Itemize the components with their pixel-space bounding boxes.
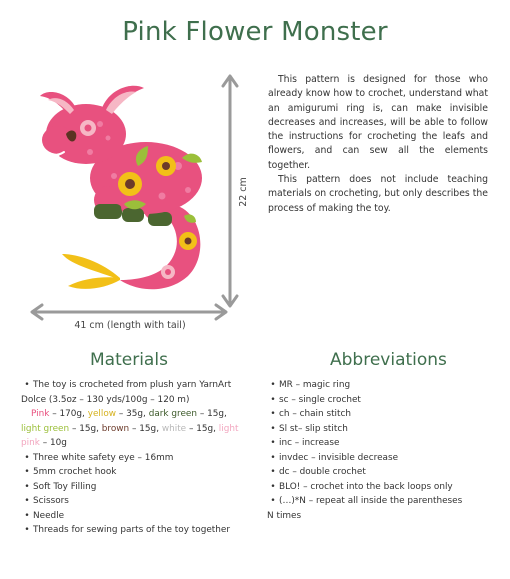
yarn-color-amount: – 15g, bbox=[129, 423, 162, 434]
yarn-color-name: yellow bbox=[87, 409, 117, 419]
flower-icon bbox=[161, 265, 175, 279]
yarn-color-name: light pink bbox=[21, 423, 239, 448]
yarn-color-amount: – 10g bbox=[39, 438, 67, 448]
height-dimension-arrow bbox=[223, 76, 237, 306]
flower-icon bbox=[80, 120, 96, 136]
flower-icon bbox=[156, 156, 176, 176]
yarn-color-amount: – 170g, bbox=[49, 409, 88, 419]
monster-figure bbox=[40, 86, 202, 289]
list-item: N times bbox=[267, 510, 302, 521]
list-item: • BLO! – crochet into the back loops only bbox=[270, 481, 453, 492]
intro-text bbox=[268, 73, 488, 216]
list-item: • invdec – invisible decrease bbox=[270, 452, 399, 463]
list-item: • MR – magic ring bbox=[270, 380, 351, 390]
list-item: • Soft Toy Filling bbox=[24, 481, 97, 492]
yarn-colors bbox=[21, 407, 245, 451]
intro-paragraph: This pattern does not include teaching materials on crocheting, but only describes the process of making the toy. bbox=[268, 174, 488, 214]
intro-paragraph: This pattern is designed for those who already know how to crochet, understand what an amigurumi ring is, can make invisible decreases and increases, will be able to follow the instructions for crocheting the leafs and flowers, and can sew all the elements together. bbox=[268, 74, 488, 171]
list-item: • Scissors bbox=[24, 496, 69, 506]
list-item: • Three white safety eye – 16mm bbox=[24, 452, 174, 463]
yarn-color-name: light green bbox=[21, 423, 70, 434]
yarn-color-name: dark green bbox=[148, 409, 198, 419]
page-title: Pink Flower Monster bbox=[122, 17, 388, 47]
flower-icon bbox=[118, 172, 142, 196]
yarn-color-name: Pink bbox=[31, 409, 50, 419]
materials-heading: Materials bbox=[90, 350, 168, 370]
toy-illustration bbox=[28, 66, 260, 336]
length-dimension-arrow bbox=[32, 305, 226, 319]
materials-list bbox=[21, 378, 245, 538]
flower-icon bbox=[179, 232, 197, 250]
yarn-color-amount: – 15g, bbox=[69, 423, 102, 434]
list-item: • The toy is crocheted from plush yarn YarnArt bbox=[24, 380, 232, 390]
yarn-color-amount: – 35g, bbox=[116, 409, 149, 419]
list-item: • Threads for sewing parts of the toy together bbox=[24, 525, 230, 535]
abbreviations-list bbox=[267, 378, 489, 523]
yarn-color-name: white bbox=[161, 423, 187, 434]
list-item: • dc – double crochet bbox=[270, 467, 366, 477]
list-item: • Needle bbox=[24, 510, 65, 521]
yarn-color-amount: – 15g, bbox=[197, 409, 227, 419]
list-item: • ch – chain stitch bbox=[270, 409, 351, 419]
yarn-color-amount: – 15g, bbox=[186, 423, 219, 434]
list-item: • (…)*N – repeat all inside the parentheses bbox=[270, 496, 463, 506]
height-label: 22 cm bbox=[238, 177, 249, 207]
list-item: • sc – single crochet bbox=[270, 394, 361, 405]
yarn-color-name: brown bbox=[101, 423, 130, 434]
length-label: 41 cm (length with tail) bbox=[74, 320, 186, 331]
list-item: Dolce (3.5oz – 130 yds/100g – 120 m) bbox=[21, 394, 190, 405]
list-item: • inc – increase bbox=[270, 438, 340, 448]
list-item: • 5mm crochet hook bbox=[24, 467, 117, 477]
abbreviations-heading: Abbreviations bbox=[330, 350, 447, 370]
list-item: • Sl st– slip stitch bbox=[270, 423, 348, 434]
